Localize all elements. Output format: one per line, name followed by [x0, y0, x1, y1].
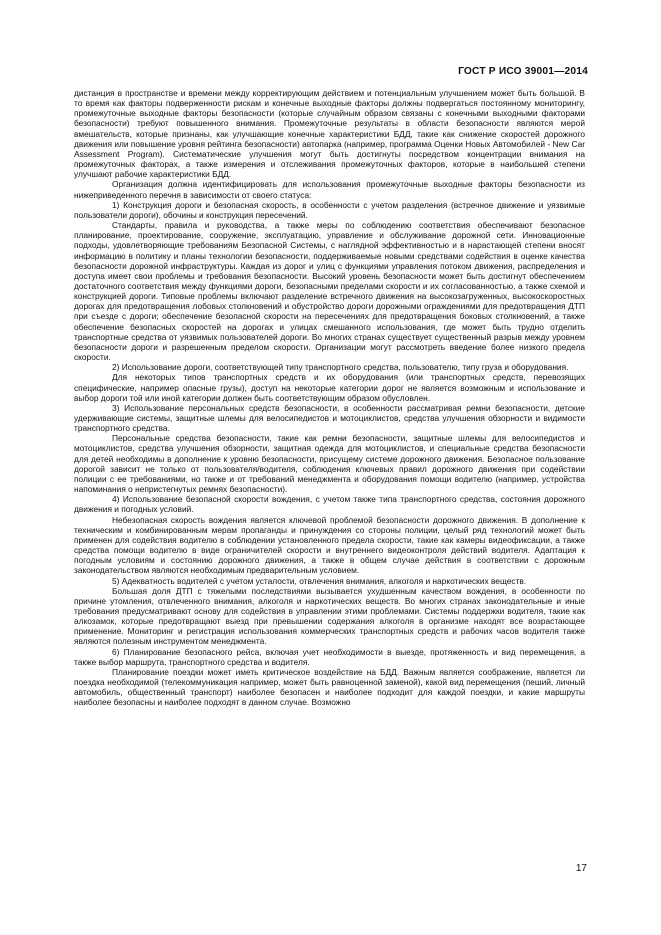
paragraph: Планирование поездки может иметь критическое воздействие на БДД. Важным является соображение, является ли поездка необходимой (телекоммуникация например, может быть равноценной заменой), какой вид перемещения (пеший, личный автомобиль, общественный транспорт) наиболее безопасен и наиболее подходит для каждой поездки, и какие маршруты наиболее безопасны и наиболее подходят в данном случае. Возможно — [74, 666, 585, 708]
paragraph: Стандарты, правила и руководства, а также меры по соблюдению соответствия обеспечивают безопасное планирование, проектирование, сооружение, эксплуатацию, управление и обслуживание дорожной сети. Инновационные подходы, удовлетворяющие требованиям Безопасной Системы, с наглядной эффективностью и в нарастающей степени вносят информацию в политику и планы технологии безопасности, поддерживаемые новыми средствами содействия в оценке качества безопасности дорожной инфраструктуры. Каждая из дорог и улиц с функциями управления потоком движения, распределения и доступа имеет свои проблемы и требования безопасности. Высокий уровень безопасности может быть достигнут обеспечением достаточного соответствия между функциями дороги, безопасными пределами скорости и их согласованностью, а также схемой и конструкцией дороги. Типовые проблемы включают разделение встречного движения на высокозагруженных, высокоскоростных дорогах для предотвращения лобовых столкновений и обустройство дороги дорожными ограждениями для предотвращения ДТП при съезде с дороги; обеспечение безопасной скорости на пересечениях для предотвращения боковых столкновений, а также обеспечение безопасных скоростей на дорогах и улицах смешанного использования, где может быть трудно отделить транспортные средства от уязвимых пользователей дороги. Во многих странах существует существенный разрыв между уровнем безопасности дороги и разрешенным пределом скорости. Организации могут рассмотреть введение более низкого предела скорости. — [74, 220, 585, 363]
paragraph: Для некоторых типов транспортных средств и их оборудования (или транспортных средств, перевозящих специфические, например опасные грузы), доступ на некоторые категории дорог не является возможным и использование и выбор дороги той или иной категории должен быть соответствующим образом обусловлен. — [74, 372, 585, 403]
paragraph: Организация должна идентифицировать для использования промежуточные выходные факторы безопасности из нижеприведенного перечня в зависимости от своего статуса: — [74, 179, 585, 200]
standard-header: ГОСТ Р ИСО 39001—2014 — [458, 66, 588, 77]
list-item: 4) Использование безопасной скорости вождения, с учетом также типа транспортного средства, состояния дорожного движения и погодных условий. — [74, 494, 585, 515]
list-item: 3) Использование персональных средств безопасности, в особенности рассматривая ремни безопасности, детские удерживающие системы, защитные шлемы для велосипедистов и мотоциклистов, средства улучшения обзорности и видимости транспортного средства. — [74, 402, 585, 434]
page-number: 17 — [575, 863, 587, 874]
list-item: 2) Использование дороги, соответствующей типу транспортного средства, пользователю, типу груза и оборудования. — [112, 362, 569, 373]
list-item: 6) Планирование безопасного рейса, включая учет необходимости в выезде, протяженность и вид перемещения, а также выбор маршрута, транспортного средства и водителя. — [74, 646, 585, 667]
paragraph: Персональные средства безопасности, такие как ремни безопасности, защитные шлемы для велосипедистов и мотоциклистов, средства улучшения обзорности, защитная одежда для мотоциклистов, и специальные средства безопасности для детей необходимы в дополнение к уровню безопасности, присущему системе дорожного движения. Безопасное пользование дорогой зависит не только от пользователя/водителя, соблюдения ключевых правил дорожного движения при содействии полиции с ее требованиями, но также и от требований менеджмента и оборудования помощи водителю (например, устройства напоминания о непристегнутых ремнях безопасности). — [74, 433, 585, 495]
list-item: 1) Конструкция дороги и безопасная скорость, в особенности с учетом разделения (встречное движение и уязвимые пользователи дороги), обочины и конструкция пересечений. — [74, 199, 585, 220]
paragraph: дистанция в пространстве и времени между корректирующим действием и потенциальным улучшением может быть большой. В то время как факторы подверженности рискам и конечные выходные факторы должны подвергаться постоянному мониторингу, промежуточные выходные факторы безопасности (которые случайным образом связаны с конечными выходными факторами безопасности) требуют повышенного внимания. Промежуточные результаты в области безопасности являются мерой вмешательств, которые признаны, как улучшающие конечные характеристики БДД, такие как снижение скоростей дорожного движения или повышение уровня рейтинга безопасности) автопарка (например, программа Оценки Новых Автомобилей - New Car Assessment Program). Систематические улучшения могут быть достигнуты посредством концентрации внимания на промежуточных факторах, а также измерения и отслеживания промежуточных факторов, которые в наибольшей степени улучшают рабочие характеристики БДД. — [74, 88, 585, 180]
paragraph: Небезопасная скорость вождения является ключевой проблемой безопасности дорожного движения. В дополнение к техническим и комбинированным мерам пропаганды и принуждения со стороны полиции, целый ряд технологий может быть применен для содействия водителю в соблюдении установленного предела скорости, такие как камеры видеофиксации, а также средства помощи водителю в виде ограничителей скорости и внутреннего видеоконтроля действий водителя. Адаптация к погодным условиям и состоянию дорожного движения, а также в общем случае действия в соответствии с дорожным законодательством являются необходимым предварительным условием. — [74, 514, 585, 576]
body-text — [74, 88, 585, 708]
paragraph: Большая доля ДТП с тяжелыми последствиями вызывается ухудшенным качеством вождения, в особенности по причине утомления, отвлеченного внимания, алкоголя и наркотических веществ. Во многих странах законодательные и иные требования предусматривают основу для содействия в управлении этими проблемами. Системы поддержки водителя, такие как алкозамок, которые предотвращают выезд при превышении содержания алкоголя в организме находят все возрастающее применение. Мониторинг и регистрация использования коммерческих транспортных средств и рабочих часов водителя также являются полезным инструментом менеджмента. — [74, 585, 585, 647]
list-item: 5) Адекватность водителей с учетом усталости, отвлечения внимания, алкоголя и наркотических веществ. — [112, 575, 527, 586]
